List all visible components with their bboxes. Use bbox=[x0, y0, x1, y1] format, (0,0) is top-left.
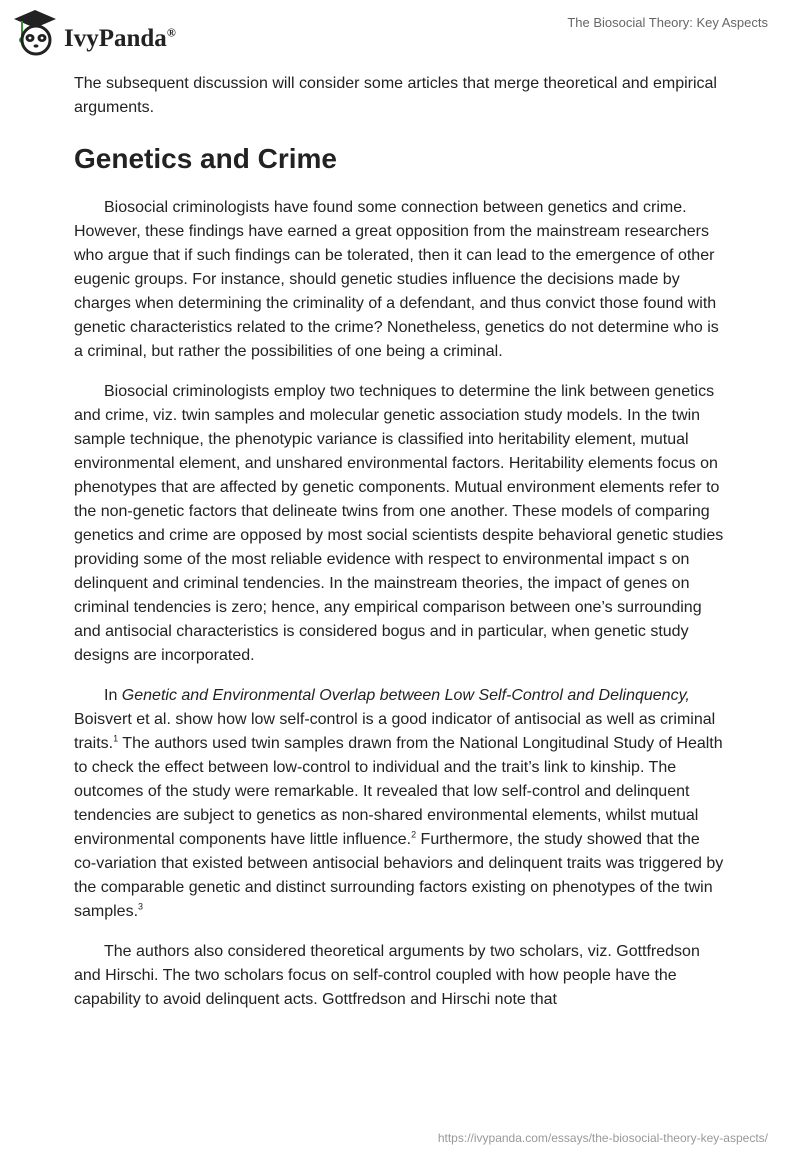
footnote-ref-2[interactable]: 2 bbox=[411, 829, 417, 840]
section-heading: Genetics and Crime bbox=[74, 143, 337, 174]
text-segment: The authors used twin samples drawn from the National Longitudinal Study of Health to check the effect between low-control to individual and the trait’s link to kinship. The outcomes of the study were remarkable. It revealed that low self-control and delinquent tendencies are subject to genetics as non-shared environmental elements, whilst mutual environmental components have little influence. bbox=[74, 735, 723, 848]
panda-graduate-icon bbox=[12, 8, 58, 56]
footnote-ref-1[interactable]: 1 bbox=[113, 733, 119, 744]
article-title: Genetic and Environmental Overlap between Low Self-Control and Delinquency, bbox=[121, 687, 690, 704]
text-segment: In bbox=[104, 687, 122, 704]
text-segment: Boisvert et al. show how low self-control is a good indicator of antisocial as well as criminal traits. bbox=[74, 711, 716, 752]
paragraph-4: The authors also considered theoretical arguments by two scholars, viz. Gottfredson and Hirschi. The two scholars focus on self-control coupled with how people have the capability to avoid delinquent acts. Gottfredson and Hirschi note that bbox=[74, 943, 700, 1008]
text-segment: Furthermore, the study showed that the co-variation that existed between antisocial behaviors and delinquent traits was triggered by the comparable genetic and distinct surrounding factors existing on phenotypes of the twin samples. bbox=[74, 831, 724, 920]
paragraph-1: Biosocial criminologists have found some connection between genetics and crime. However, these findings have earned a great opposition from the mainstream researchers who argue that if such findings can be tolerated, then it can lead to the emergence of other eugenic groups. For instance, should genetic studies influence the decisions made by charges when determining the criminality of a defendant, and thus convict those found with genetic characteristics related to the crime? Nonetheless, genetics do not determine who is a criminal, but rather the possibilities of one being a criminal. bbox=[74, 199, 719, 360]
paragraph-2: Biosocial criminologists employ two techniques to determine the link between genetics and crime, viz. twin samples and molecular genetic association study models. In the twin sample technique, the phenotypic variance is classified into heritability element, mutual environmental element, and unshared environmental factors. Heritability elements focus on phenotypes that are affected by genetic components. Mutual environment elements refer to the non-genetic factors that delineate twins from one another. These models of comparing genetics and crime are opposed by most social scientists despite behavioral genetic studies providing some of the most reliable evidence with respect to environmental impact s on delinquent and criminal tendencies. In the mainstream theories, the impact of genes on criminal tendencies is zero; hence, any empirical comparison between one’s surrounding and antisocial characteristics is considered bogus and in particular, when genetic study designs are incorporated. bbox=[74, 383, 724, 664]
footnote-ref-3[interactable]: 3 bbox=[138, 901, 144, 912]
logo[interactable] bbox=[12, 8, 176, 56]
logo-text: IvyPanda bbox=[64, 25, 167, 52]
registered-mark: ® bbox=[166, 25, 176, 40]
paragraph-3 bbox=[74, 684, 724, 924]
intro-paragraph: The subsequent discussion will consider some articles that merge theoretical and empirical arguments. bbox=[74, 75, 717, 116]
article-body bbox=[74, 72, 724, 1028]
source-url: https://ivypanda.com/essays/the-biosocial-theory-key-aspects/ bbox=[437, 1131, 768, 1145]
document-title: The Biosocial Theory: Key Aspects bbox=[567, 15, 768, 30]
page-header bbox=[0, 0, 800, 60]
